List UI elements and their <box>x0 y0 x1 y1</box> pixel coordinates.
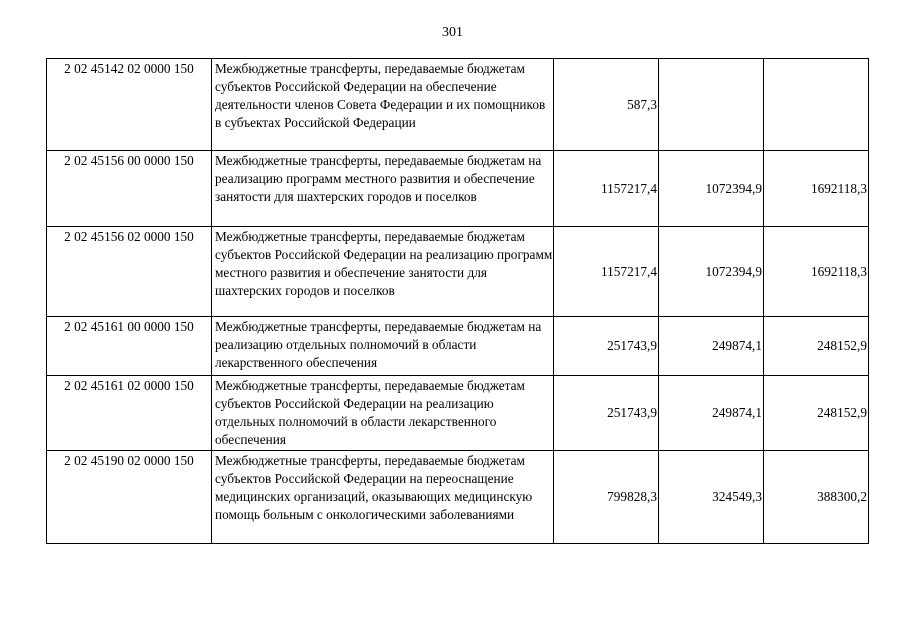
value-2-cell: 249874,1 <box>659 376 764 451</box>
value-2-cell: 249874,1 <box>659 317 764 376</box>
description-cell: Межбюджетные трансферты, передаваемые бюджетам на реализацию программ местного развития и обеспечение занятости для шахтерских городов и поселков <box>212 151 554 227</box>
description-cell: Межбюджетные трансферты, передаваемые бюджетам субъектов Российской Федерации на обеспечение деятельности членов Совета Федерации и их помощников в субъектах Российской Федерации <box>212 59 554 151</box>
code-cell: 2 02 45142 02 0000 150 <box>47 59 212 151</box>
code-cell: 2 02 45190 02 0000 150 <box>47 451 212 544</box>
value-2-cell: 1072394,9 <box>659 151 764 227</box>
budget-table <box>46 58 869 544</box>
value-1-cell: 799828,3 <box>554 451 659 544</box>
description-cell: Межбюджетные трансферты, передаваемые бюджетам на реализацию отдельных полномочий в области лекарственного обеспечения <box>212 317 554 376</box>
page-number: 301 <box>442 25 463 40</box>
code-cell: 2 02 45161 00 0000 150 <box>47 317 212 376</box>
value-1-cell: 251743,9 <box>554 376 659 451</box>
code-cell: 2 02 45161 02 0000 150 <box>47 376 212 451</box>
code-cell: 2 02 45156 00 0000 150 <box>47 151 212 227</box>
value-3-cell: 388300,2 <box>764 451 869 544</box>
value-1-cell: 1157217,4 <box>554 227 659 317</box>
code-cell: 2 02 45156 02 0000 150 <box>47 227 212 317</box>
table-row <box>47 451 869 544</box>
value-3-cell: 248152,9 <box>764 376 869 451</box>
table-row <box>47 227 869 317</box>
table-row <box>47 376 869 451</box>
value-1-cell: 251743,9 <box>554 317 659 376</box>
description-cell: Межбюджетные трансферты, передаваемые бюджетам субъектов Российской Федерации на реализацию программ местного развития и обеспечение занятости для шахтерских городов и поселков <box>212 227 554 317</box>
description-cell: Межбюджетные трансферты, передаваемые бюджетам субъектов Российской Федерации на переоснащение медицинских организаций, оказывающих медицинскую помощь больным с онкологическими заболеваниями <box>212 451 554 544</box>
table-row <box>47 59 869 151</box>
value-1-cell: 1157217,4 <box>554 151 659 227</box>
value-3-cell: 248152,9 <box>764 317 869 376</box>
value-3-cell: 1692118,3 <box>764 151 869 227</box>
table-row <box>47 151 869 227</box>
value-3-cell: 1692118,3 <box>764 227 869 317</box>
value-3-cell <box>764 59 869 151</box>
value-2-cell: 324549,3 <box>659 451 764 544</box>
value-1-cell: 587,3 <box>554 59 659 151</box>
value-2-cell <box>659 59 764 151</box>
table-row <box>47 317 869 376</box>
value-2-cell: 1072394,9 <box>659 227 764 317</box>
description-cell: Межбюджетные трансферты, передаваемые бюджетам субъектов Российской Федерации на реализацию отдельных полномочий в области лекарственного обеспечения <box>212 376 554 451</box>
